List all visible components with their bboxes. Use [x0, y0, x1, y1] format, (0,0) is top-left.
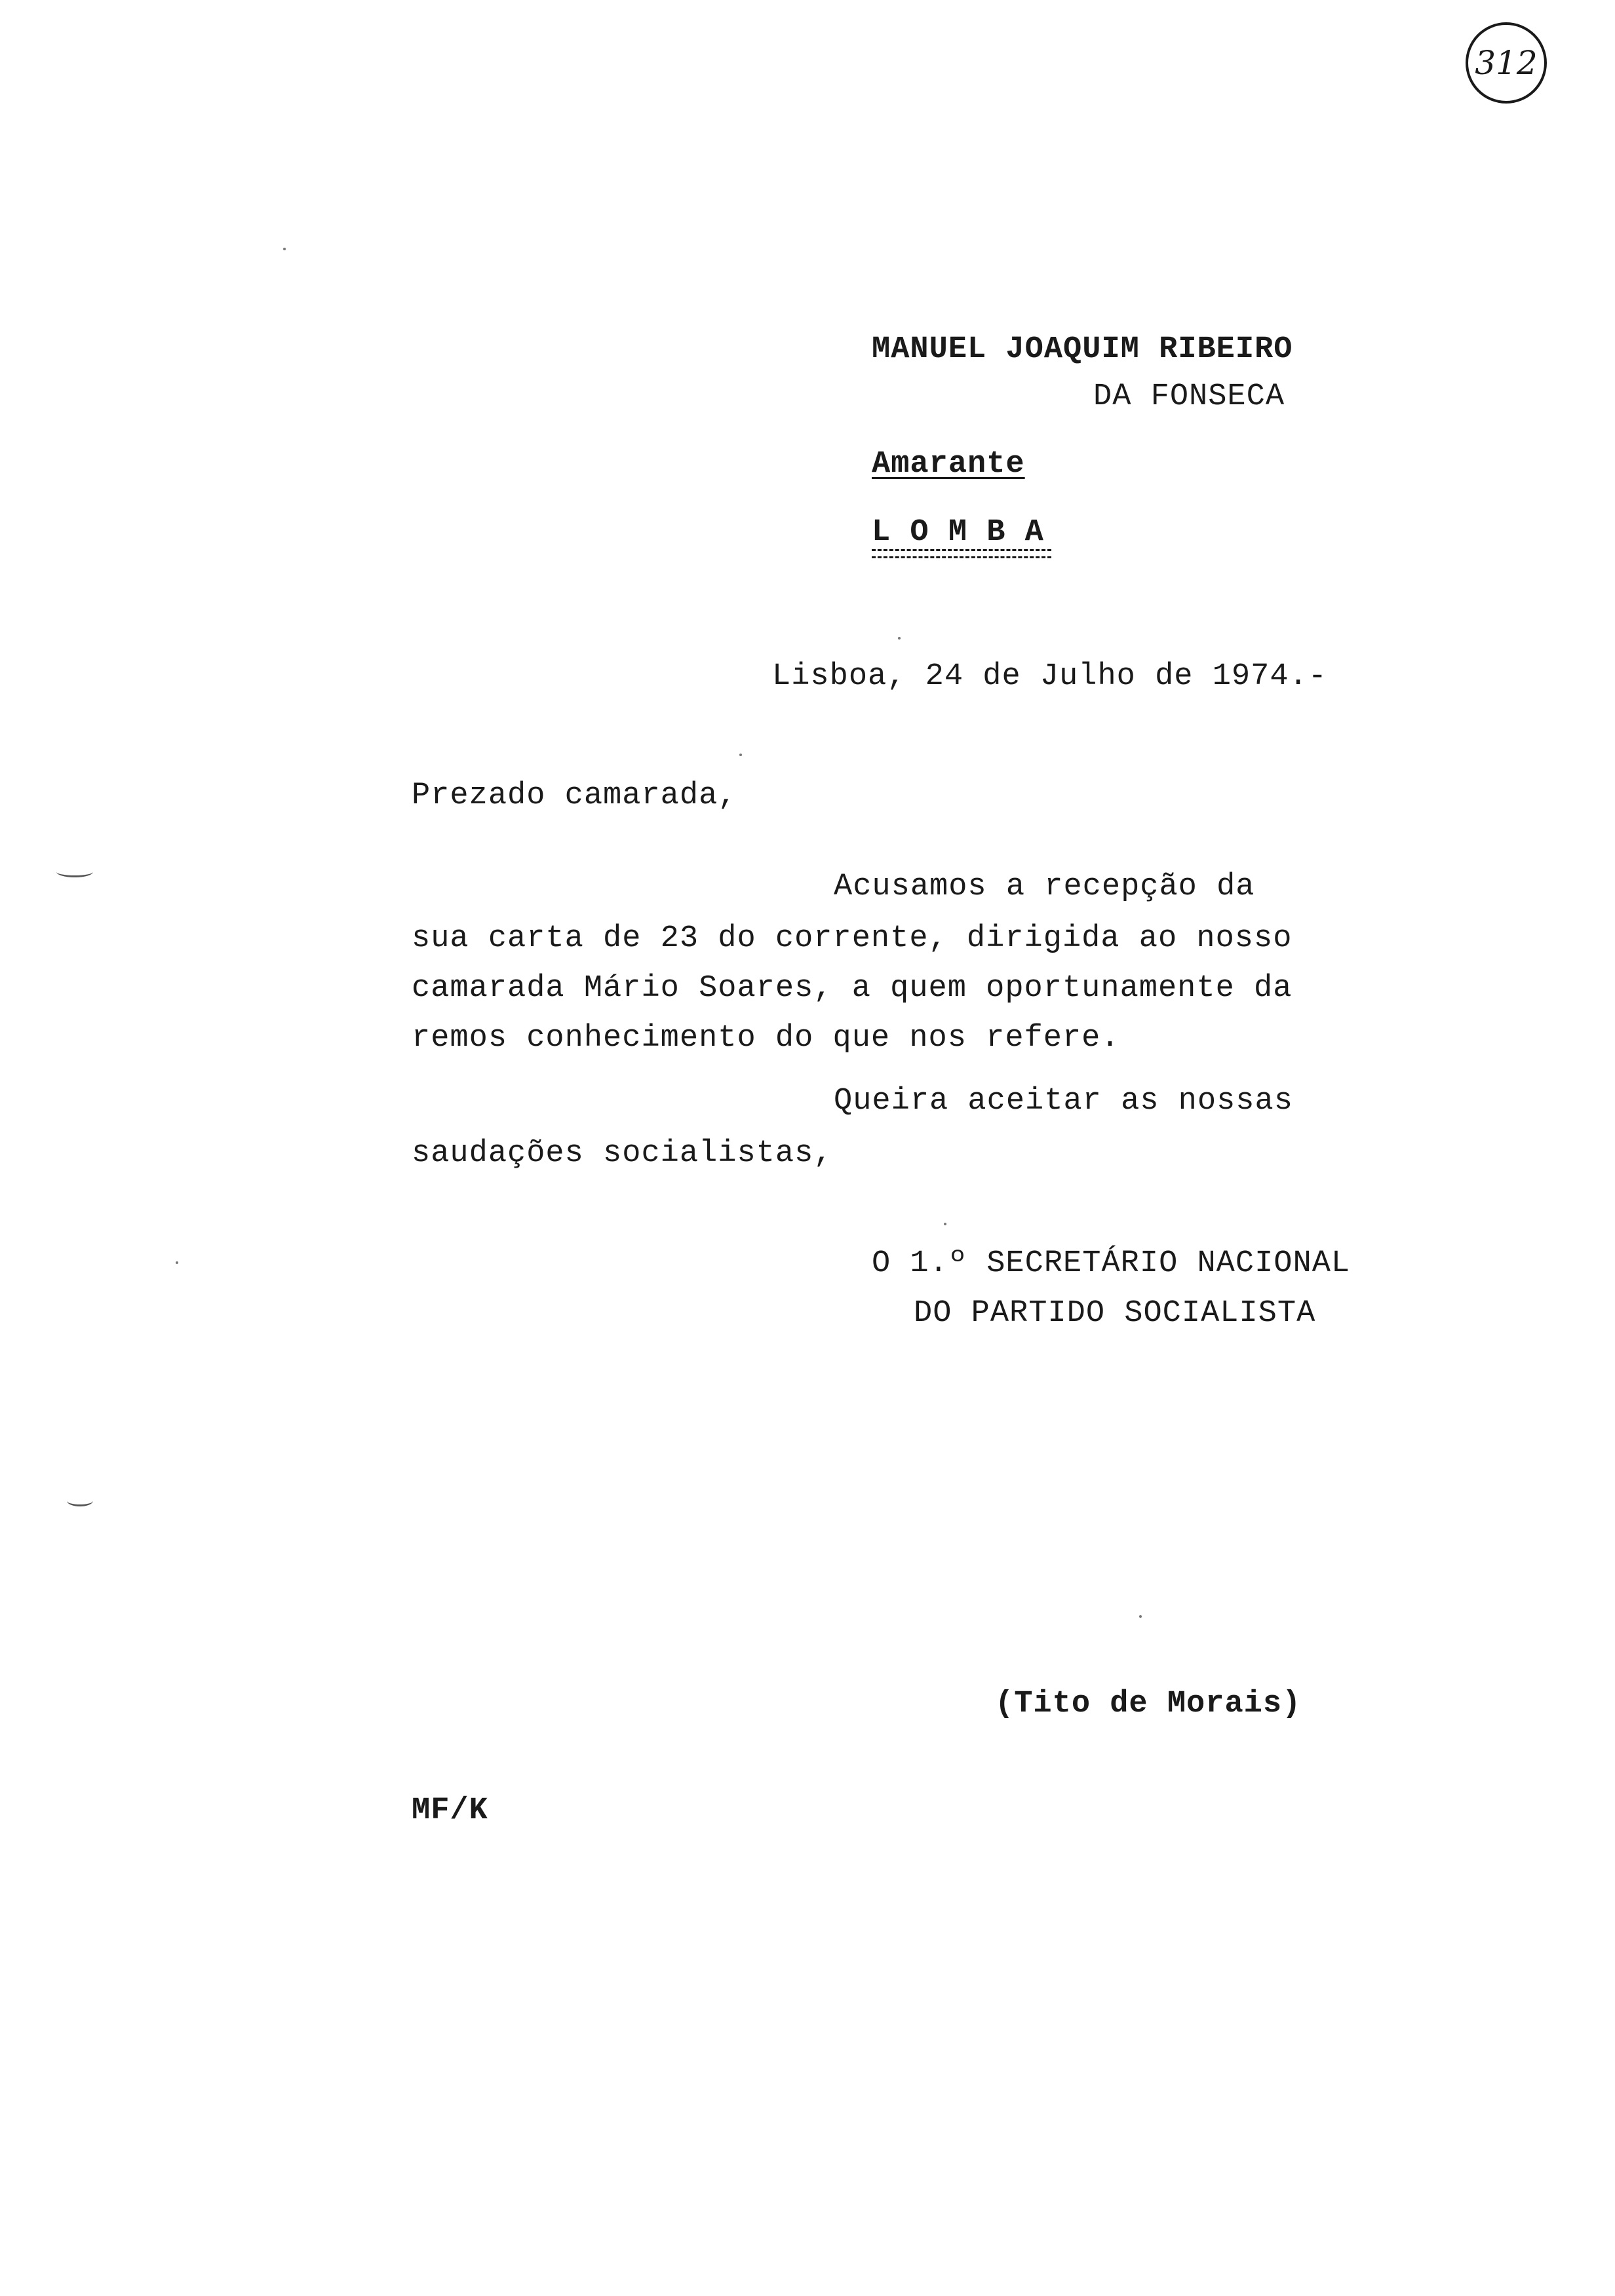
archive-number: 312 [1475, 44, 1538, 82]
typist-reference: MF/K [412, 1793, 488, 1828]
paper-speck [739, 754, 742, 756]
paper-speck [176, 1261, 178, 1264]
body-paragraph2-line2: saudações socialistas, [412, 1136, 833, 1171]
recipient-town: Amarante [872, 447, 1025, 482]
body-paragraph1-line3: camarada Mário Soares, a quem oportunamente da [412, 971, 1293, 1006]
locality-double-underline [872, 549, 1051, 558]
date-line: Lisboa, 24 de Julho de 1974.- [772, 659, 1327, 694]
signature-title-line2: DO PARTIDO SOCIALISTA [914, 1296, 1316, 1331]
body-paragraph1-line4: remos conhecimento do que nos refere. [412, 1021, 1120, 1056]
recipient-name-line1: MANUEL JOAQUIM RIBEIRO [872, 332, 1293, 367]
archive-number-stamp [1466, 22, 1547, 104]
paper-speck [283, 248, 286, 250]
body-paragraph2-line1: Queira aceitar as nossas [834, 1084, 1293, 1119]
recipient-locality: L O M B A [872, 515, 1044, 550]
body-paragraph1-line2: sua carta de 23 do corrente, dirigida ao nosso [412, 921, 1293, 956]
signature-title-line1: O 1.º SECRETÁRIO NACIONAL [872, 1246, 1351, 1281]
recipient-name-line2: DA FONSECA [1093, 379, 1285, 414]
salutation: Prezado camarada, [412, 778, 737, 813]
punch-hole-mark-top [56, 866, 93, 877]
paper-speck [1139, 1615, 1142, 1618]
paper-speck [944, 1223, 946, 1225]
punch-hole-mark-bottom [67, 1495, 93, 1506]
signatory-name: (Tito de Morais) [995, 1687, 1302, 1721]
body-paragraph1-line1: Acusamos a recepção da [834, 870, 1255, 904]
paper-speck [898, 637, 901, 640]
